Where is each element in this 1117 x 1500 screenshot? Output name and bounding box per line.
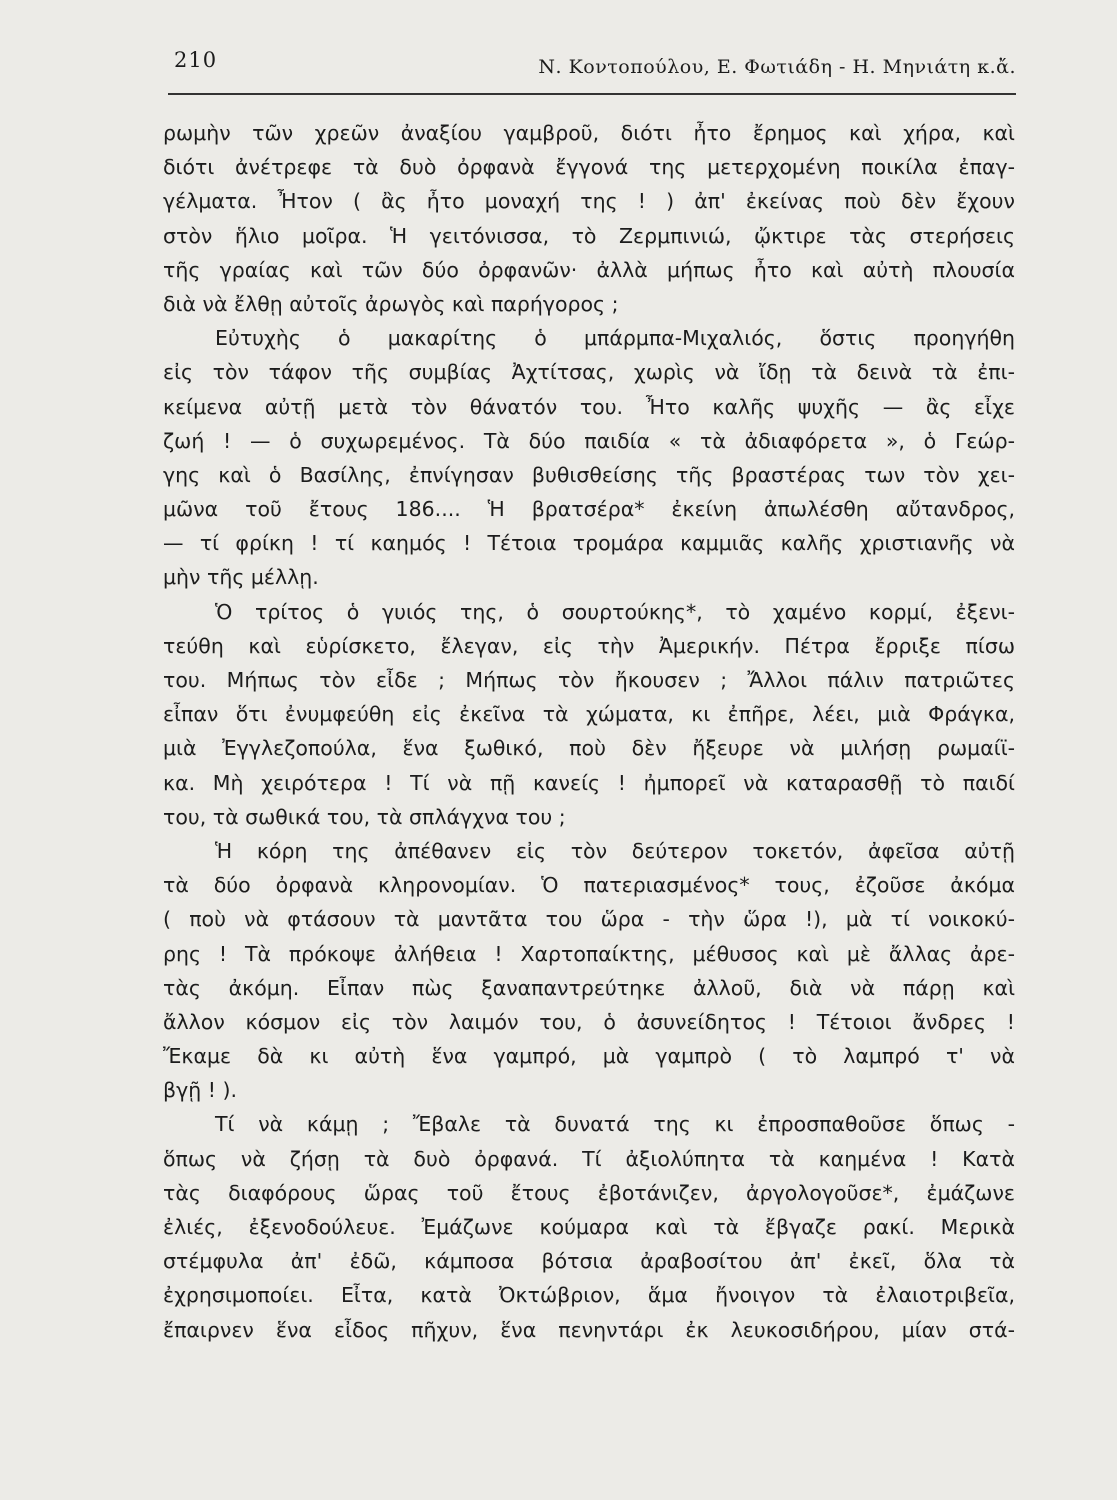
text-line: του. Μήπως τὸν εἶδε ; Μήπως τὸν ἤκουσεν ; Ἄλλοι πάλιν πατριῶτες — [163, 668, 1015, 692]
paragraph-first-line: Ἡ κόρη της ἀπέθανεν εἰς τὸν δεύτερον τοκετόν, ἀφεῖσα αὐτῇ — [215, 838, 1015, 863]
text-line: ζωή ! — ὁ συχωρεμένος. Τὰ δύο παιδία « τὰ ἀδιαφόρετα », ὁ Γεώρ- — [163, 428, 1015, 453]
text-line: ἐχρησιμοποίει. Εἶτα, κατὰ Ὀκτώβριον, ἅμα ἤνοιγον τὰ ἐλαιοτριβεῖα, — [163, 1283, 1015, 1308]
text-line: βγῇ ! ). — [163, 1078, 237, 1103]
paragraph-first-line: Εὐτυχὴς ὁ μακαρίτης ὁ μπάρμπα-Μιχαλιός, ὅστις προηγήθη — [215, 326, 1015, 351]
text-line: στὸν ἥλιο μοῖρα. Ἡ γειτόνισσα, τὸ Ζερμπινιώ, ᾤκτιρε τὰς στερήσεις — [163, 223, 1015, 248]
text-line: εἶπαν ὅτι ἐνυμφεύθη εἰς ἐκεῖνα τὰ χώματα, κι ἐπῆρε, λέει, μιὰ Φράγκα, — [163, 702, 1015, 727]
page-number: 210 — [174, 48, 218, 72]
text-line: γης καὶ ὁ Βασίλης, ἐπνίγησαν βυθισθείσης τῆς βραστέρας των τὸν χει- — [163, 462, 1015, 487]
body-text — [163, 116, 1015, 1347]
text-line: κα. Μὴ χειρότερα ! Τί νὰ πῇ κανείς ! ἠμπορεῖ νὰ καταρασθῇ τὸ παιδί — [163, 770, 1015, 795]
text-line: ὅπως νὰ ζήσῃ τὰ δυὸ ὀρφανά. Τί ἀξιολύπητα τὰ καημένα ! Κατὰ — [163, 1146, 1015, 1171]
text-line: μὴν τῆς μέλλῃ. — [163, 565, 319, 590]
running-head: Ν. Κοντοπούλου, Ε. Φωτιάδη - Η. Μηνιάτη κ.ἄ. — [538, 56, 1016, 78]
text-line: τὰ δύο ὀρφανὰ κληρονομίαν. Ὁ πατεριασμένος* τους, ἐζοῦσε ἀκόμα — [163, 873, 1015, 898]
text-line: τεύθη καὶ εὑρίσκετο, ἔλεγαν, εἰς τὴν Ἀμερικήν. Πέτρα ἔρριξε πίσω — [163, 633, 1015, 658]
text-line: ρωμὴν τῶν χρεῶν ἀναξίου γαμβροῦ, διότι ἦτο ἔρημος καὶ χήρα, καὶ — [163, 121, 1015, 145]
page-header — [168, 48, 1016, 88]
text-line: ἔπαιρνεν ἕνα εἶδος πῆχυν, ἕνα πενηντάρι ἐκ λευκοσιδήρου, μίαν στά- — [163, 1317, 1015, 1342]
text-line: — τί φρίκη ! τί καημός ! Τέτοια τρομάρα καμμιᾶς καλῆς χριστιανῆς νὰ — [163, 531, 1015, 556]
text-line: στέμφυλα ἀπ' ἐδῶ, κάμποσα βότσια ἀραβοσίτου ἀπ' ἐκεῖ, ὅλα τὰ — [163, 1249, 1015, 1274]
text-line: διότι ἀνέτρεφε τὰ δυὸ ὀρφανὰ ἔγγονά της μετερχομένη ποικίλα ἐπαγ- — [163, 155, 1015, 180]
text-line: διὰ νὰ ἔλθῃ αὐτοῖς ἀρωγὸς καὶ παρήγορος ; — [163, 291, 619, 316]
text-line: κείμενα αὐτῇ μετὰ τὸν θάνατόν του. Ἦτο καλῆς ψυχῆς — ἂς εἶχε — [163, 394, 1015, 419]
text-line: εἰς τὸν τάφον τῆς συμβίας Ἀχτίτσας, χωρὶς νὰ ἴδῃ τὰ δεινὰ τὰ ἐπι- — [163, 360, 1015, 385]
text-line: τὰς διαφόρους ὥρας τοῦ ἔτους ἐβοτάνιζεν, ἀργολογοῦσε*, ἐμάζωνε — [163, 1180, 1015, 1205]
text-line: τῆς γραίας καὶ τῶν δύο ὀρφανῶν· ἀλλὰ μήπως ἦτο καὶ αὐτὴ πλουσία — [163, 257, 1015, 282]
text-line: μῶνα τοῦ ἔτους 186.... Ἡ βρατσέρα* ἐκείνη ἀπωλέσθη αὔτανδρος, — [163, 497, 1015, 522]
text-line: ρης ! Τὰ πρόκοψε ἀλήθεια ! Χαρτοπαίκτης, μέθυσος καὶ μὲ ἄλλας ἀρε- — [163, 941, 1015, 966]
text-line: μιὰ Ἐγγλεζοπούλα, ἕνα ξωθικό, ποὺ δὲν ἤξευρε νὰ μιλήσῃ ρωμαίϊ- — [163, 736, 1015, 761]
text-line: ἄλλον κόσμον εἰς τὸν λαιμόν του, ὁ ἀσυνείδητος ! Τέτοιοι ἄνδρες ! — [163, 1009, 1015, 1034]
text-line: Ἔκαμε δὰ κι αὐτὴ ἕνα γαμπρό, μὰ γαμπρὸ ( τὸ λαμπρό τ' νὰ — [163, 1044, 1015, 1069]
text-line: γέλματα. Ἦτον ( ἂς ἦτο μοναχή της ! ) ἀπ' ἐκείνας ποὺ δὲν ἔχουν — [163, 189, 1015, 214]
paragraph-first-line: Ὁ τρίτος ὁ γυιός της, ὁ σουρτούκης*, τὸ χαμένο κορμί, ἐξενι- — [215, 599, 1015, 624]
header-rule — [168, 93, 1016, 95]
text-line: ἐλιές, ἐξενοδούλευε. Ἐμάζωνε κούμαρα καὶ τὰ ἔβγαζε ρακί. Μερικὰ — [163, 1215, 1015, 1239]
text-line: τὰς ἀκόμη. Εἶπαν πὼς ξαναπαντρεύτηκε ἀλλοῦ, διὰ νὰ πάρῃ καὶ — [163, 975, 1015, 1000]
paragraph-first-line: Τί νὰ κάμῃ ; Ἔβαλε τὰ δυνατά της κι ἐπροσπαθοῦσε ὅπως - — [215, 1112, 1015, 1137]
text-line: του, τὰ σωθικά του, τὰ σπλάγχνα του ; — [163, 804, 566, 829]
text-line: ( ποὺ νὰ φτάσουν τὰ μαντᾶτα του ὥρα - τὴν ὥρα !), μὰ τί νοικοκύ- — [163, 907, 1015, 932]
